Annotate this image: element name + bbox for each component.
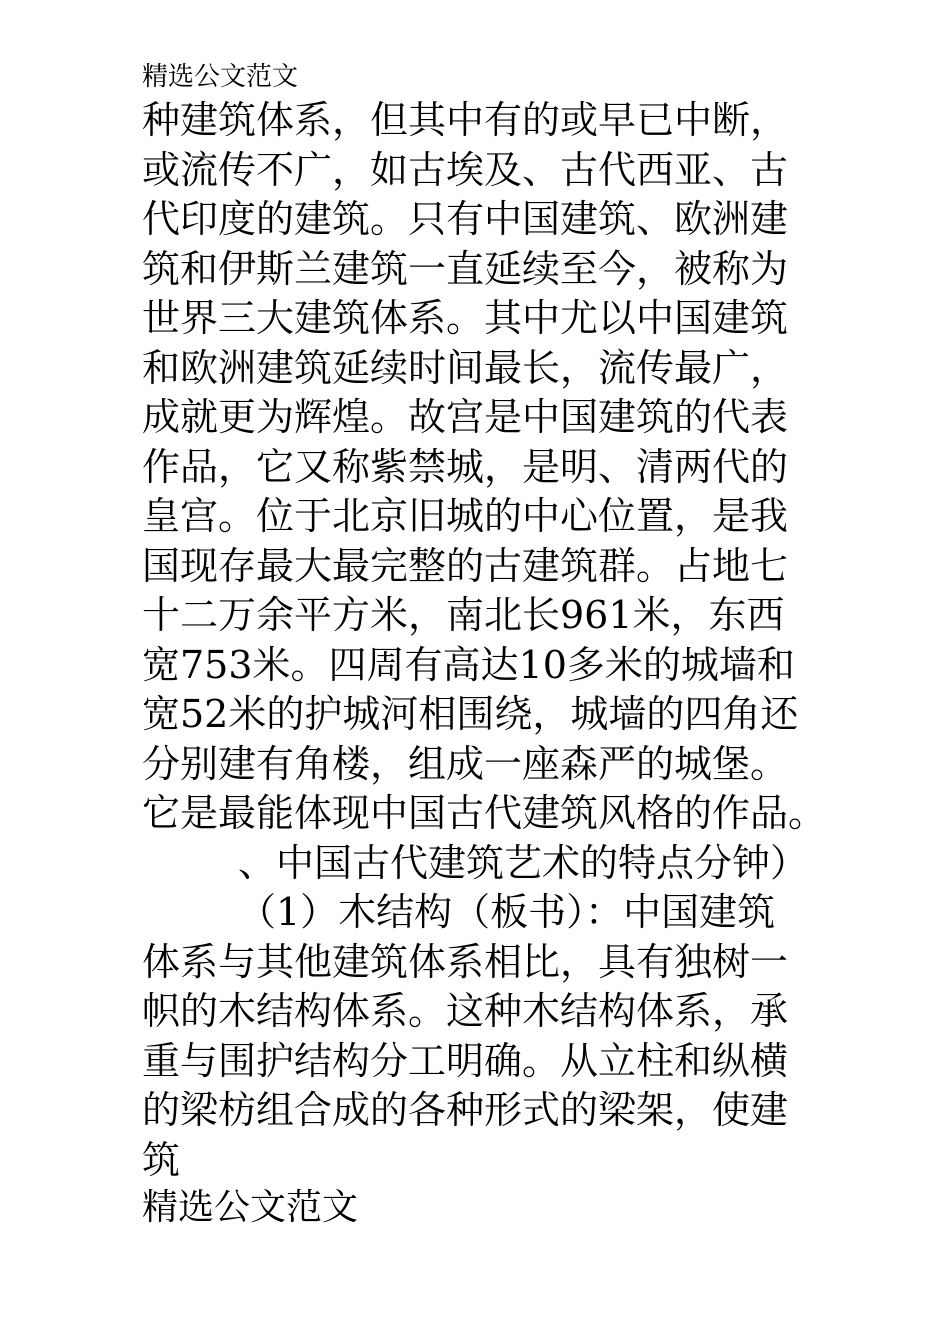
text-line: 宽753米。四周有高达10多米的城墙和: [142, 642, 795, 687]
text-line: 的梁枋组合成的各种形式的梁架，使建: [142, 1088, 789, 1132]
text-line: 国现存最大最完整的古建筑群。占地七: [142, 543, 789, 588]
text-line: 和欧洲建筑延续时间最长，流传最广，: [142, 345, 789, 390]
section-heading: 、中国古代建筑艺术的特点分钟）: [238, 840, 809, 885]
page-header: 精选公文范文: [142, 62, 299, 92]
text-line: 体系与其他建筑体系相比，具有独树一: [142, 939, 789, 984]
text-line: 或流传不广，如古埃及、古代西亚、古: [142, 147, 789, 192]
text-line: 帜的木结构体系。这种木结构体系，承: [142, 989, 789, 1033]
paragraph-start-line: （1）木结构（板书）：中国建筑: [238, 890, 776, 934]
text-line: 种建筑体系，但其中有的或早已中断，: [142, 98, 789, 142]
text-line: 皇宫。位于北京旧城的中心位置，是我: [142, 494, 789, 538]
text-line: 宽52米的护城河相围绕，城墙的四角还: [142, 692, 799, 736]
document-body: [142, 96, 842, 1185]
text-line: 成就更为辉煌。故宫是中国建筑的代表: [142, 395, 789, 439]
text-line: 作品，它又称紫禁城，是明、清两代的: [142, 444, 789, 489]
text-line: 它是最能体现中国古代建筑风格的作品。: [142, 791, 827, 835]
text-line: 十二万余平方米，南北长961米，东西: [142, 593, 785, 637]
text-line: 重与围护结构分工明确。从立柱和纵横: [142, 1038, 789, 1083]
text-line: 世界三大建筑体系。其中尤以中国建筑: [142, 296, 789, 340]
text-line: 筑和伊斯兰建筑一直延续至今，被称为: [142, 246, 789, 291]
text-line: 分别建有角楼，组成一座森严的城堡。: [142, 741, 789, 786]
page-footer: 精选公文范文: [142, 1187, 359, 1228]
text-line: 筑: [142, 1137, 181, 1182]
text-line: 代印度的建筑。只有中国建筑、欧洲建: [142, 197, 789, 241]
